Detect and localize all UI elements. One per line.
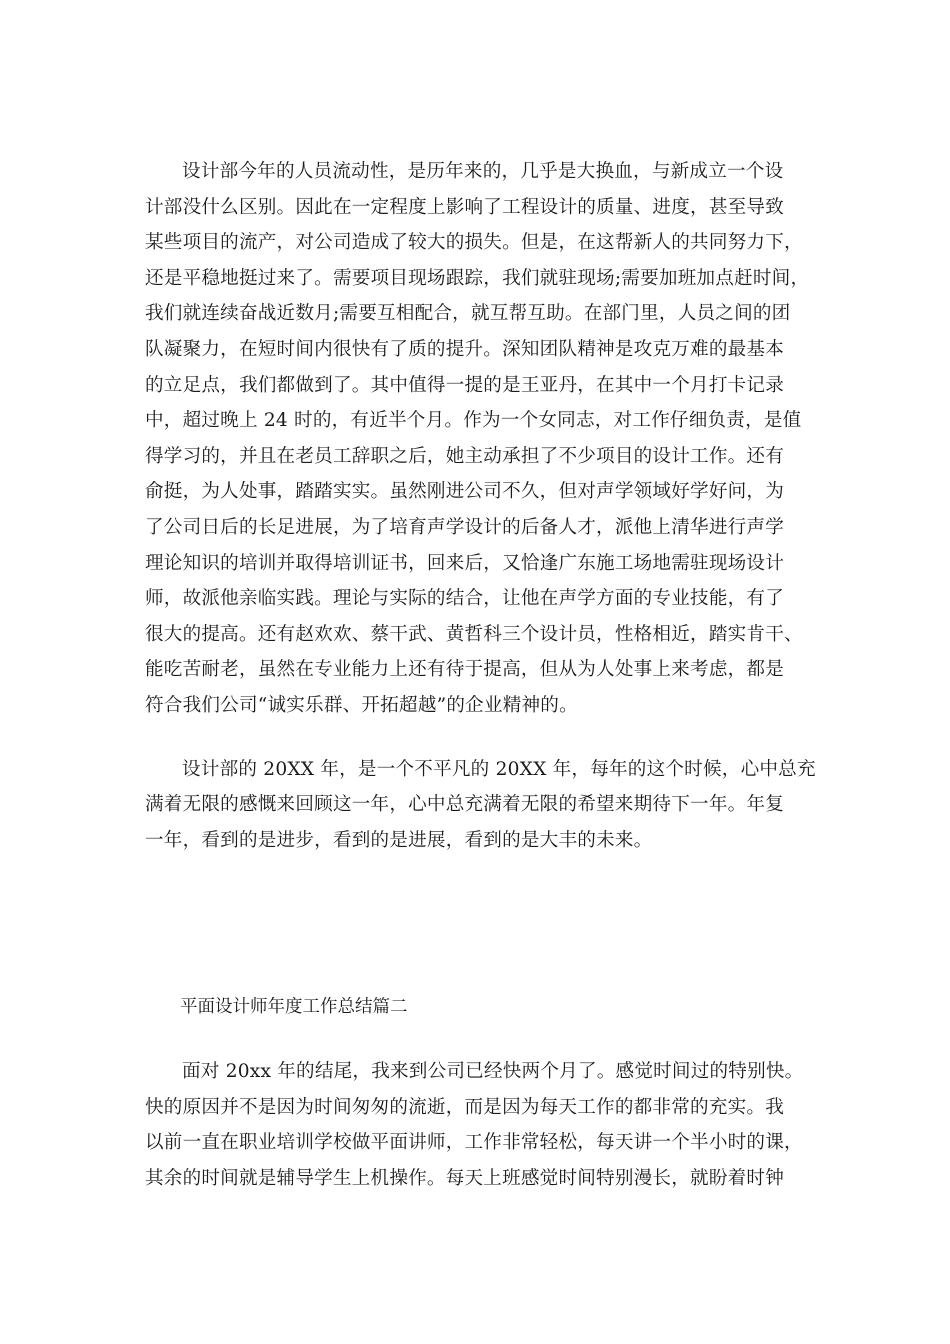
paragraph-line: 理论知识的培训并取得培训证书，回来后，又恰逢广东施工场地需驻现场设计 <box>145 552 784 574</box>
paragraph-line: 设计部的 20XX 年，是一个不平凡的 20XX 年，每年的这个时候，心中总充 <box>182 758 816 780</box>
paragraph-line: 面对 20xx 年的结尾，我来到公司已经快两个月了。感觉时间过的特别快。 <box>182 1061 804 1083</box>
paragraph-1 <box>145 154 813 724</box>
paragraph-line: 快的原因并不是因为时间匆匆的流逝，而是因为每天工作的都非常的充实。我 <box>145 1096 784 1118</box>
paragraph-line: 某些项目的流产，对公司造成了较大的损失。但是，在这帮新人的共同努力下， <box>145 232 803 254</box>
document-body <box>145 154 816 1197</box>
paragraph-line: 中，超过晚上 24 时的，有近半个月。作为一个女同志，对工作仔细负责，是值 <box>145 410 802 432</box>
paragraph-2 <box>145 752 816 859</box>
paragraph-line: 其余的时间就是辅导学生上机操作。每天上班感觉时间特别漫长，就盼着时钟 <box>145 1168 784 1190</box>
section-spacer <box>145 858 813 992</box>
paragraph-line: 的立足点，我们都做到了。其中值得一提的是王亚丹，在其中一个月打卡记录 <box>145 374 784 396</box>
paragraph-line: 能吃苦耐老，虽然在专业能力上还有待于提高，但从为人处事上来考虑，都是 <box>145 659 784 681</box>
paragraph-line: 得学习的，并且在老员工辞职之后，她主动承担了不少项目的设计工作。还有 <box>145 445 784 467</box>
paragraph-line: 了公司日后的长足进展，为了培育声学设计的后备人才，派他上清华进行声学 <box>145 516 784 538</box>
paragraph-line: 满着无限的感慨来回顾这一年，心中总充满着无限的希望来期待下一年。年复 <box>145 794 784 816</box>
paragraph-line: 俞挺，为人处事，踏踏实实。虽然刚进公司不久，但对声学领域好学好问，为 <box>145 481 784 503</box>
paragraph-line: 很大的提高。还有赵欢欢、蔡干武、黄哲科三个设计员，性格相近，踏实肯干、 <box>145 623 803 645</box>
paragraph-3 <box>145 1054 813 1196</box>
paragraph-line: 计部没什么区别。因此在一定程度上影响了工程设计的质量、进度，甚至导致 <box>145 196 784 218</box>
paragraph-line: 符合我们公司“诚实乐群、开拓超越”的企业精神的。 <box>145 694 578 716</box>
paragraph-line: 我们就连续奋战近数月;需要互相配合，就互帮互助。在部门里，人员之间的团 <box>145 303 791 325</box>
paragraph-line: 还是平稳地挺过来了。需要项目现场跟踪，我们就驻现场;需要加班加点赶时间， <box>145 267 810 289</box>
paragraph-line: 队凝聚力，在短时间内很快有了质的提升。深知团队精神是攻克万难的最基本 <box>145 338 784 360</box>
paragraph-line: 设计部今年的人员流动性，是历年来的，几乎是大换血，与新成立一个设 <box>182 161 784 182</box>
paragraph-spacer <box>145 724 813 752</box>
paragraph-spacer <box>145 1022 813 1054</box>
section-heading: 平面设计师年度工作总结篇二 <box>180 997 408 1018</box>
paragraph-line: 师，故派他亲临实践。理论与实际的结合，让他在声学方面的专业技能，有了 <box>145 588 784 610</box>
paragraph-line: 一年，看到的是进步，看到的是进展，看到的是大丰的未来。 <box>145 829 653 851</box>
paragraph-line: 以前一直在职业培训学校做平面讲师，工作非常轻松，每天讲一个半小时的课， <box>145 1132 803 1154</box>
